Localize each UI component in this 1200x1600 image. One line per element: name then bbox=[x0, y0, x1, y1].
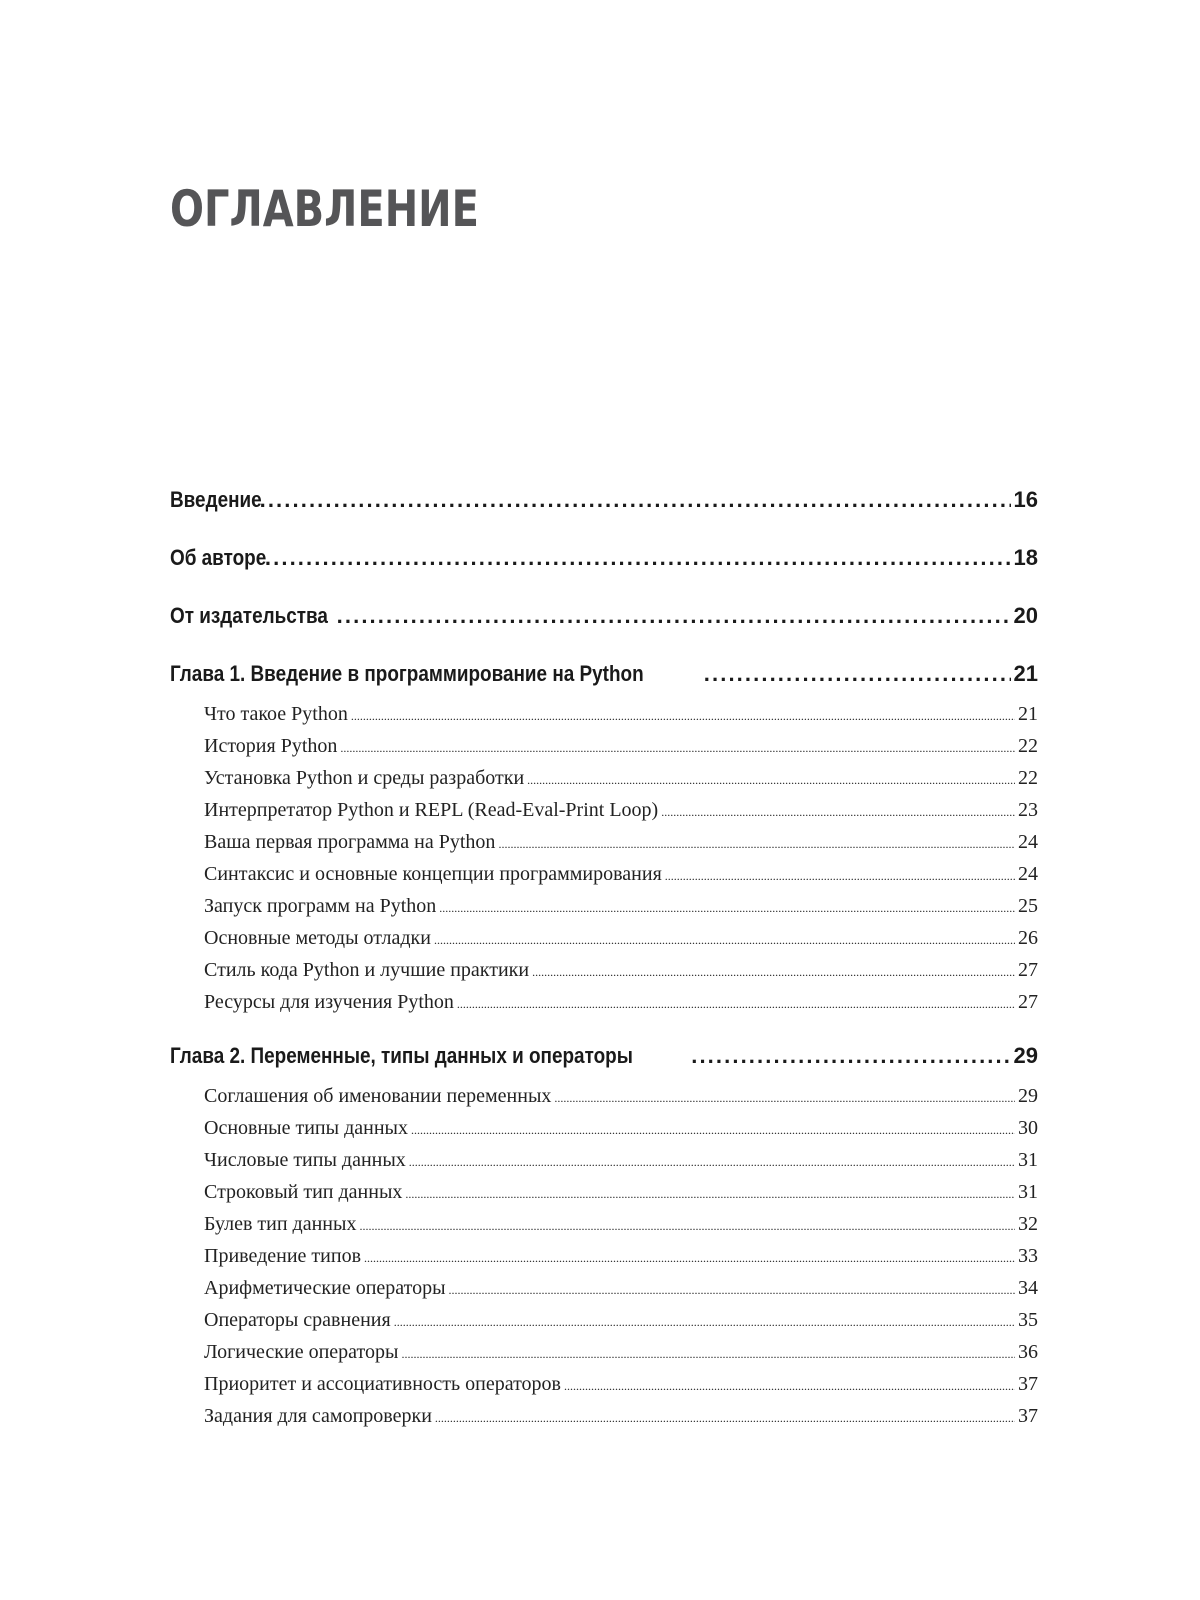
toc-section-label: Булев тип данных bbox=[204, 1213, 357, 1235]
toc-entry-label: Введение bbox=[170, 487, 262, 512]
table-of-contents bbox=[170, 488, 1038, 1458]
dot-leader bbox=[351, 702, 1015, 728]
dot-leader bbox=[498, 830, 1015, 856]
dot-leader bbox=[260, 488, 1011, 512]
dot-leader bbox=[665, 862, 1015, 888]
dot-leader bbox=[394, 1308, 1015, 1334]
dot-leader bbox=[554, 1084, 1015, 1110]
toc-page-number: 35 bbox=[1018, 1309, 1038, 1331]
toc-section[interactable] bbox=[170, 1148, 1038, 1180]
toc-page-number: 21 bbox=[1013, 661, 1038, 686]
toc-section[interactable] bbox=[170, 1084, 1038, 1116]
toc-page-number: 34 bbox=[1018, 1277, 1038, 1299]
toc-section-label: Синтаксис и основные концепции программирования bbox=[204, 863, 662, 885]
toc-section[interactable] bbox=[170, 734, 1038, 766]
dot-leader bbox=[704, 662, 1011, 686]
toc-page-number: 21 bbox=[1018, 703, 1038, 725]
toc-section-label: Запуск программ на Python bbox=[204, 895, 437, 917]
toc-section-label: Ваша первая программа на Python bbox=[204, 831, 496, 853]
dot-leader bbox=[337, 604, 1011, 628]
dot-leader bbox=[527, 766, 1015, 792]
toc-entry-introduction[interactable] bbox=[170, 488, 1038, 546]
toc-section[interactable] bbox=[170, 798, 1038, 830]
toc-section-label: Арифметические операторы bbox=[204, 1277, 446, 1299]
toc-page-number: 24 bbox=[1018, 863, 1038, 885]
toc-page-number: 22 bbox=[1018, 735, 1038, 757]
toc-section-label: Основные типы данных bbox=[204, 1117, 408, 1139]
toc-page-number: 31 bbox=[1018, 1149, 1038, 1171]
toc-section[interactable] bbox=[170, 894, 1038, 926]
toc-entry-label: Глава 1. Введение в программирование на Python bbox=[170, 661, 644, 686]
dot-leader bbox=[364, 1244, 1015, 1270]
dot-leader bbox=[405, 1180, 1015, 1206]
toc-page-number: 20 bbox=[1013, 603, 1038, 628]
chapter-block-1 bbox=[170, 662, 1038, 1022]
toc-section-label: История Python bbox=[204, 735, 338, 757]
dot-leader bbox=[401, 1340, 1015, 1366]
toc-section-label: Основные методы отладки bbox=[204, 927, 431, 949]
toc-entry-label: От издательства bbox=[170, 603, 328, 628]
toc-entry-about-author[interactable] bbox=[170, 546, 1038, 604]
toc-page-number: 30 bbox=[1018, 1117, 1038, 1139]
toc-page-number: 36 bbox=[1018, 1341, 1038, 1363]
dot-leader bbox=[439, 894, 1015, 920]
toc-section-label: Что такое Python bbox=[204, 703, 348, 725]
toc-section-label: Логические операторы bbox=[204, 1341, 399, 1363]
dot-leader bbox=[449, 1276, 1015, 1302]
toc-page-number: 31 bbox=[1018, 1181, 1038, 1203]
toc-section[interactable] bbox=[170, 1372, 1038, 1404]
dot-leader bbox=[564, 1372, 1015, 1398]
dot-leader bbox=[409, 1148, 1015, 1174]
toc-section-label: Интерпретатор Python и REPL (Read-Eval-Print Loop) bbox=[204, 799, 659, 821]
toc-section-label: Соглашения об именовании переменных bbox=[204, 1085, 552, 1107]
toc-section[interactable] bbox=[170, 1404, 1038, 1436]
toc-section-label: Числовые типы данных bbox=[204, 1149, 406, 1171]
dot-leader bbox=[265, 546, 1011, 570]
toc-section[interactable] bbox=[170, 1116, 1038, 1148]
toc-page-number: 26 bbox=[1018, 927, 1038, 949]
toc-section-label: Строковый тип данных bbox=[204, 1181, 403, 1203]
toc-entry-chapter-2[interactable] bbox=[170, 1044, 1038, 1084]
dot-leader bbox=[457, 990, 1015, 1016]
toc-section[interactable] bbox=[170, 702, 1038, 734]
dot-leader bbox=[340, 734, 1015, 760]
dot-leader bbox=[661, 798, 1015, 824]
toc-entry-label: Об авторе bbox=[170, 545, 267, 570]
toc-section[interactable] bbox=[170, 1180, 1038, 1212]
toc-section[interactable] bbox=[170, 862, 1038, 894]
toc-page-number: 16 bbox=[1013, 487, 1038, 512]
page-title: ОГЛАВЛЕНИЕ bbox=[170, 180, 479, 238]
dot-leader bbox=[691, 1044, 1010, 1068]
toc-page-number: 22 bbox=[1018, 767, 1038, 789]
toc-page-number: 29 bbox=[1018, 1085, 1038, 1107]
toc-section-label: Стиль кода Python и лучшие практики bbox=[204, 959, 530, 981]
toc-entry-label: Глава 2. Переменные, типы данных и операторы bbox=[170, 1043, 633, 1068]
toc-section[interactable] bbox=[170, 990, 1038, 1022]
toc-page-number: 33 bbox=[1018, 1245, 1038, 1267]
dot-leader bbox=[411, 1116, 1015, 1142]
toc-section-label: Приведение типов bbox=[204, 1245, 362, 1267]
toc-section[interactable] bbox=[170, 1308, 1038, 1340]
toc-section-label: Ресурсы для изучения Python bbox=[204, 991, 454, 1013]
toc-page-number: 32 bbox=[1018, 1213, 1038, 1235]
toc-section-label: Операторы сравнения bbox=[204, 1309, 391, 1331]
dot-leader bbox=[532, 958, 1015, 984]
toc-page-number: 23 bbox=[1018, 799, 1038, 821]
toc-page-number: 24 bbox=[1018, 831, 1038, 853]
toc-section[interactable] bbox=[170, 830, 1038, 862]
toc-page-number: 18 bbox=[1013, 545, 1038, 570]
toc-page-number: 27 bbox=[1018, 959, 1038, 981]
toc-page-number: 29 bbox=[1013, 1043, 1038, 1068]
dot-leader bbox=[435, 1404, 1015, 1430]
toc-page-number: 27 bbox=[1018, 991, 1038, 1013]
toc-section-label: Установка Python и среды разработки bbox=[204, 767, 525, 789]
toc-section[interactable] bbox=[170, 1212, 1038, 1244]
toc-section[interactable] bbox=[170, 958, 1038, 990]
dot-leader bbox=[434, 926, 1015, 952]
toc-page-number: 25 bbox=[1018, 895, 1038, 917]
toc-section[interactable] bbox=[170, 766, 1038, 798]
toc-section[interactable] bbox=[170, 1340, 1038, 1372]
toc-section[interactable] bbox=[170, 1244, 1038, 1276]
toc-entry-chapter-1[interactable] bbox=[170, 662, 1038, 702]
dot-leader bbox=[359, 1212, 1015, 1238]
toc-section-label: Задания для самопроверки bbox=[204, 1405, 432, 1427]
toc-page-number: 37 bbox=[1018, 1373, 1038, 1395]
toc-section[interactable] bbox=[170, 1276, 1038, 1308]
toc-page-number: 37 bbox=[1018, 1405, 1038, 1427]
toc-section[interactable] bbox=[170, 926, 1038, 958]
toc-section-label: Приоритет и ассоциативность операторов bbox=[204, 1373, 561, 1395]
chapter-block-2 bbox=[170, 1044, 1038, 1436]
toc-entry-from-publisher[interactable] bbox=[170, 604, 1038, 662]
